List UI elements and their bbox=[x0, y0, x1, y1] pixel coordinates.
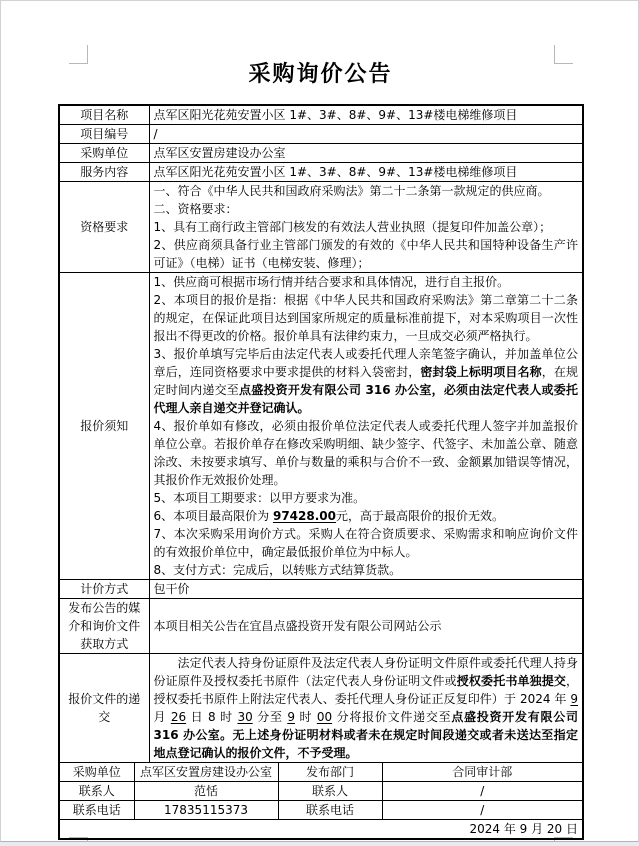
row-quotation-notes bbox=[59, 273, 583, 580]
service-content-value: 点军区阳光花苑安置小区 1#、3#、8#、9#、13#楼电梯维修项目 bbox=[149, 163, 583, 182]
service-content-label: 服务内容 bbox=[59, 163, 149, 182]
app-background-strip bbox=[0, 842, 639, 846]
purchasing-unit-value: 点军区安置房建设办公室 bbox=[149, 144, 583, 163]
qualification-requirements-value: 一、符合《中华人民共和国政府采购法》第二十二条第一款规定的供应商。 二、资格要求： 1、具有工商行政主管部门核发的有效法人营业执照（提复印件加盖公章）； 2、供应商须具备行业主管部门颁发的有效的《中华人民共和国特种设备生产许可证》（电梯）证书（电梯安装、修理）； bbox=[149, 182, 583, 273]
footer-contact-value: 范恬 bbox=[134, 782, 278, 801]
footer-contact2-label: 联系人 bbox=[278, 782, 382, 801]
purchasing-unit-label: 采购单位 bbox=[59, 144, 149, 163]
footer-contact-label: 联系人 bbox=[59, 782, 134, 801]
footer-phone2-label: 联系电话 bbox=[278, 801, 382, 820]
qualification-requirements-label: 资格要求 bbox=[59, 182, 149, 273]
announcement-media-value: 本项目相关公告在宜昌点盛投资开发有限公司网站公示 bbox=[149, 599, 583, 654]
footer-row-contact bbox=[59, 782, 583, 801]
footer-row-phone bbox=[59, 801, 583, 820]
announcement-table bbox=[58, 104, 584, 840]
row-project-name bbox=[59, 105, 583, 125]
row-service-content bbox=[59, 163, 583, 182]
project-name-label: 项目名称 bbox=[59, 105, 149, 125]
document-submission-label: 报价文件的递交 bbox=[59, 654, 149, 763]
row-announcement-media bbox=[59, 599, 583, 654]
footer-issuing-department-label: 发布部门 bbox=[278, 763, 382, 782]
announcement-date: 2024 年 9 月 20 日 bbox=[59, 820, 583, 840]
footer-phone-label: 联系电话 bbox=[59, 801, 134, 820]
pricing-method-value: 包干价 bbox=[149, 580, 583, 599]
row-pricing-method bbox=[59, 580, 583, 599]
row-qualification-requirements bbox=[59, 182, 583, 273]
footer-purchasing-unit-value: 点军区安置房建设办公室 bbox=[134, 763, 278, 782]
footer-row-unit bbox=[59, 763, 583, 782]
row-date bbox=[59, 820, 583, 840]
project-number-value: / bbox=[149, 125, 583, 144]
document-submission-value: 法定代表人持身份证原件及法定代表人身份证明文件原件或委托代理人持身份证原件及授权委托书原件（法定代表人身份证明文件或授权委托书单独提交，授权委托书原件上附法定代表人、委托代理人身份证正反复印件）于 2024 年 9 月 26 日 8 时 30 分至 9 时 00 分将报价文件递交至点盛投资开发有限公司 316 办公室。无上述身份证明材料或者未在规定时间段递交或者未送达至指定地点登记确认的报价文件，不予受理。 bbox=[149, 654, 583, 763]
footer-purchasing-unit-label: 采购单位 bbox=[59, 763, 134, 782]
project-name-value: 点军区阳光花苑安置小区 1#、3#、8#、9#、13#楼电梯维修项目 bbox=[149, 105, 583, 125]
page-title: 采购询价公告 bbox=[248, 61, 393, 87]
footer-phone2-value: / bbox=[382, 801, 583, 820]
quotation-notes-label: 报价须知 bbox=[59, 273, 149, 580]
footer-contact2-value: / bbox=[382, 782, 583, 801]
project-number-label: 项目编号 bbox=[59, 125, 149, 144]
footer-phone-value: 17835115373 bbox=[134, 801, 278, 820]
announcement-media-label: 发布公告的媒介和询价文件获取方式 bbox=[59, 599, 149, 654]
row-project-number bbox=[59, 125, 583, 144]
quotation-notes-value: 1、供应商可根据市场行情并结合要求和具体情况，进行自主报价。 2、本项目的报价是指：根据《中华人民共和国政府采购法》第二章第二十二条的规定，在保证此项目达到国家所规定的质量标准前提下，对本采购项目一次性报出不得更改的价格。报价单具有法律约束力，一旦成交必须严格执行。 3、报价单填写完毕后由法定代表人或委托代理人亲笔签字确认，并加盖单位公章后，连同资格要求中要求提供的材料入袋密封，密封袋上标明项目名称，在规定时间内递交至点盛投资开发有限公司 316 办公室，必须由法定代表人或委托代理人亲自递交并登记确认。 4、报价单如有修改，必须由报价单位法定代表人或委托代理人签字并加盖报价单位公章。若报价单存在修改采购明细、缺少签字、代签字、未加盖公章、随意涂改、未按要求填写、单价与数量的乘积与合价不一致、金额累加错误等情况，其报价作无效报价处理。 5、本项目工期要求：以甲方要求为准。 6、本项目最高限价为 97428.00元，高于最高限价的报价无效。 7、本次采购采用询价方式。采购人在符合资质要求、采购需求和响应询价文件的有效报价单位中，确定最低报价单位为中标人。 8、支付方式：完成后，以转账方式结算货款。 bbox=[149, 273, 583, 580]
pricing-method-label: 计价方式 bbox=[59, 580, 149, 599]
footer-issuing-department-value: 合同审计部 bbox=[382, 763, 583, 782]
row-purchasing-unit bbox=[59, 144, 583, 163]
row-document-submission bbox=[59, 654, 583, 763]
